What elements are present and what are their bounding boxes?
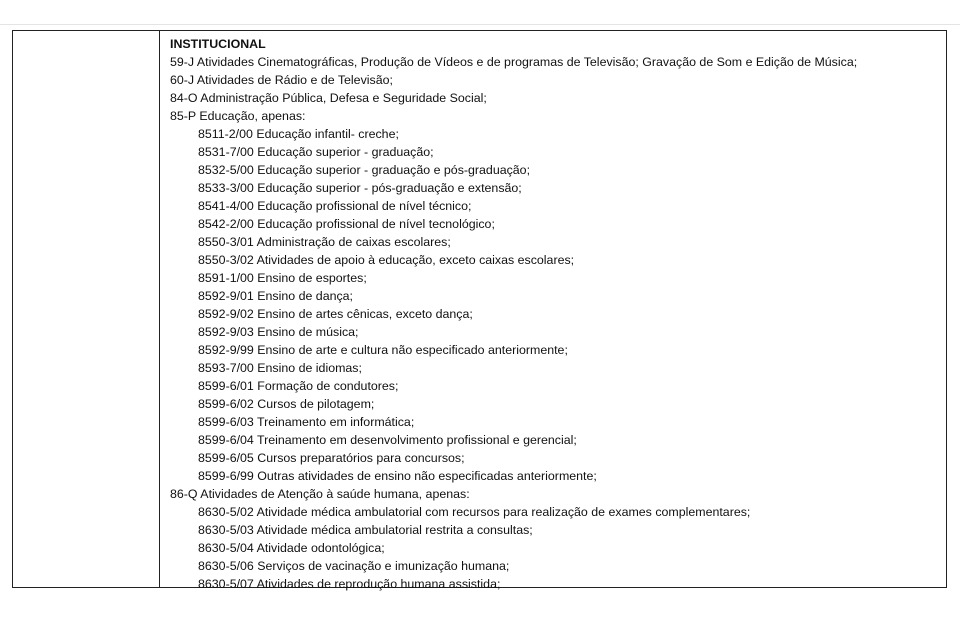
education-item: 8599-6/99 Outras atividades de ensino não especificadas anteriormente;	[198, 469, 597, 483]
education-item: 8542-2/00 Educação profissional de nível tecnológico;	[198, 217, 495, 231]
column-divider	[159, 31, 160, 587]
activity-group-60j: 60-J Atividades de Rádio e de Televisão;	[170, 73, 393, 87]
page-top-border	[0, 24, 960, 25]
activity-list	[170, 35, 940, 593]
education-item: 8541-4/00 Educação profissional de nível técnico;	[198, 199, 472, 213]
education-item: 8599-6/05 Cursos preparatórios para concursos;	[198, 451, 465, 465]
activity-group-84o: 84-O Administração Pública, Defesa e Seguridade Social;	[170, 91, 487, 105]
education-item: 8533-3/00 Educação superior - pós-graduação e extensão;	[198, 181, 522, 195]
activity-group-86q: 86-Q Atividades de Atenção à saúde humana, apenas:	[170, 487, 470, 501]
document-table	[12, 30, 947, 591]
health-item: 8630-5/07 Atividades de reprodução humana assistida;	[198, 577, 501, 591]
education-item: 8599-6/04 Treinamento em desenvolvimento profissional e gerencial;	[198, 433, 577, 447]
education-item: 8599-6/03 Treinamento em informática;	[198, 415, 415, 429]
education-item: 8592-9/01 Ensino de dança;	[198, 289, 354, 303]
activity-group-85p: 85-P Educação, apenas:	[170, 109, 306, 123]
health-item: 8630-5/03 Atividade médica ambulatorial restrita a consultas;	[198, 523, 533, 537]
health-item: 8630-5/04 Atividade odontológica;	[198, 541, 385, 555]
education-item: 8550-3/02 Atividades de apoio à educação, exceto caixas escolares;	[198, 253, 575, 267]
education-item: 8599-6/01 Formação de condutores;	[198, 379, 399, 393]
education-item: 8592-9/02 Ensino de artes cênicas, exceto dança;	[198, 307, 473, 321]
education-item: 8532-5/00 Educação superior - graduação e pós-graduação;	[198, 163, 531, 177]
education-item: 8592-9/99 Ensino de arte e cultura não especificado anteriormente;	[198, 343, 568, 357]
activity-group-59j: 59-J Atividades Cinematográficas, Produção de Vídeos e de programas de Televisão; Gravação de Som e Edição de Música;	[170, 55, 858, 69]
education-item: 8592-9/03 Ensino de música;	[198, 325, 359, 339]
education-item: 8591-1/00 Ensino de esportes;	[198, 271, 367, 285]
education-item: 8593-7/00 Ensino de idiomas;	[198, 361, 362, 375]
education-item: 8511-2/00 Educação infantil- creche;	[198, 127, 399, 141]
education-item: 8531-7/00 Educação superior - graduação;	[198, 145, 434, 159]
education-item: 8599-6/02 Cursos de pilotagem;	[198, 397, 375, 411]
education-item: 8550-3/01 Administração de caixas escolares;	[198, 235, 451, 249]
health-item: 8630-5/06 Serviços de vacinação e imunização humana;	[198, 559, 510, 573]
health-item: 8630-5/02 Atividade médica ambulatorial com recursos para realização de exames complementares;	[198, 505, 751, 519]
section-heading: INSTITUCIONAL	[170, 37, 266, 51]
